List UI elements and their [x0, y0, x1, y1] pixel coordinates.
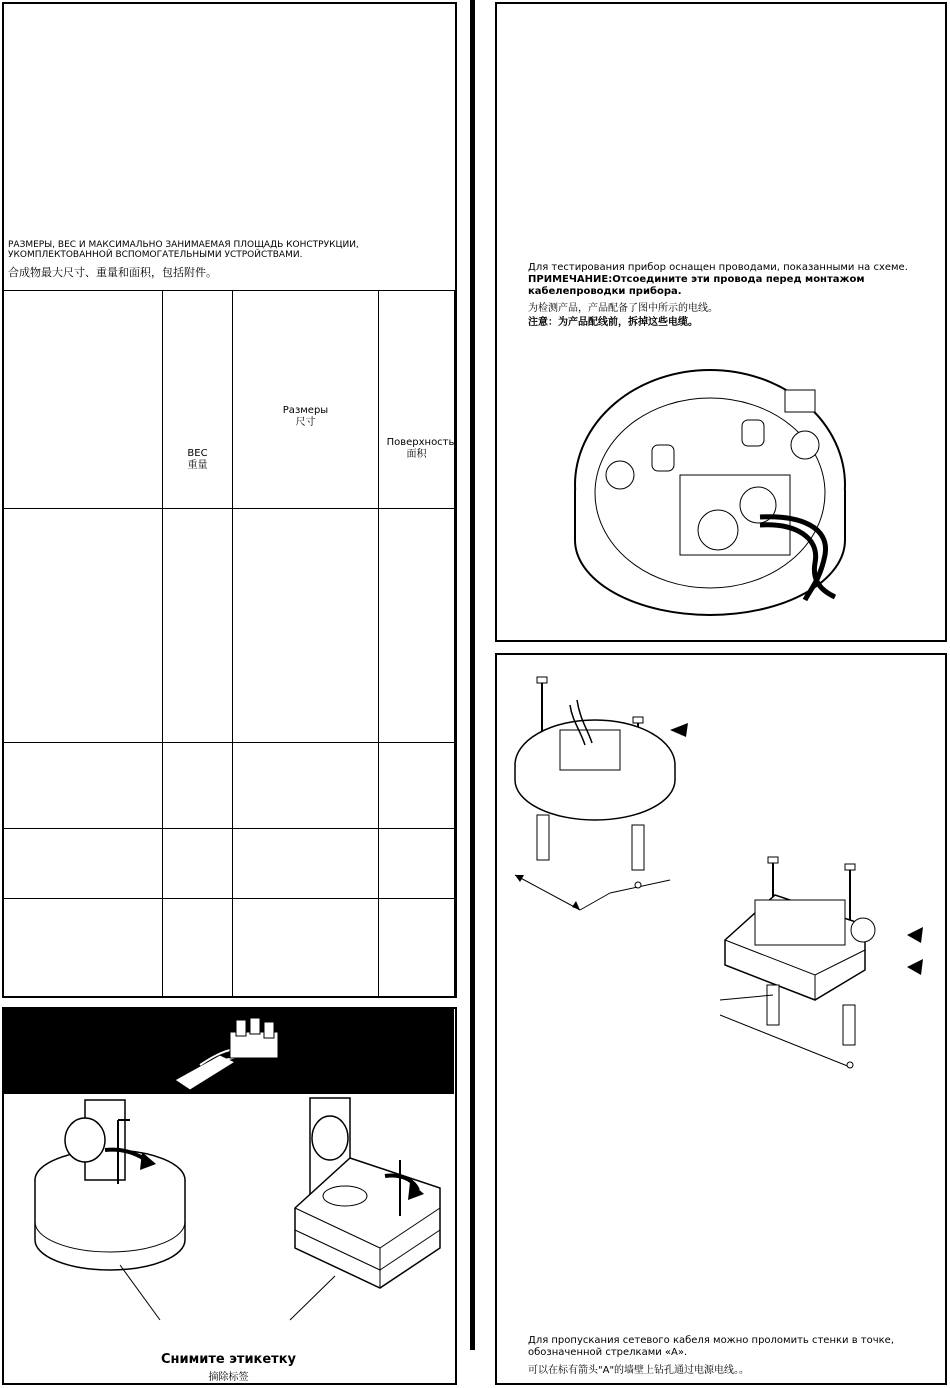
table-cell [233, 829, 379, 899]
table-cell [233, 743, 379, 829]
remove-label-caption-cn: 摘除标签 [208, 1372, 249, 1383]
test-wires-note-cn: 注意：为产品配线前，拆掉这些电缆。 [528, 317, 698, 328]
dims-header-ru: Размеры [282, 405, 329, 416]
surface-header-cn: 面积 [406, 449, 427, 460]
spec-heading-cn: 合成物最大尺寸、重量和面积，包括附件。 [8, 266, 217, 279]
table-cell [4, 829, 163, 899]
table-cell [4, 899, 163, 998]
table-cell [163, 509, 233, 743]
table-cell [163, 743, 233, 829]
test-wires-text-cn: 为检测产品，产品配备了图中所示的电线。 [528, 303, 718, 314]
table-cell [163, 829, 233, 899]
knockout-text-cn: 可以在标有箭头"A"的墙壁上钻孔通过电源电线。。 [528, 1365, 750, 1376]
dims-header [233, 291, 379, 509]
column-divider [470, 0, 475, 1350]
surface-header-ru: Поверхность [386, 437, 455, 448]
weight-header-cn: 重量 [187, 460, 208, 471]
terminal-block-illustration [160, 1010, 290, 1094]
table-cell [4, 291, 163, 509]
table-cell [379, 829, 455, 899]
dims-header-cn: 尺寸 [295, 417, 316, 428]
table-cell [163, 899, 233, 998]
table-cell [233, 899, 379, 998]
weight-header-ru: ВЕС [187, 448, 208, 459]
test-wires-note-ru: ПРИМЕЧАНИЕ:Отсоедините эти провода перед монтажом кабелепроводки прибора. [528, 274, 865, 297]
square-base-mounting-illustration [715, 855, 915, 1070]
spec-heading-ru: РАЗМЕРЫ, ВЕС И МАКСИМАЛЬНО ЗАНИМАЕМАЯ ПЛОЩАДЬ КОНСТРУКЦИИ, УКОМПЛЕКТОВАННОЙ ВСПОМОГАТЕЛЬНЫМИ УСТРОЙСТВАМИ. [8, 240, 359, 260]
table-row [4, 899, 455, 998]
table-cell [4, 509, 163, 743]
fixture-round-base-illustration [30, 1100, 180, 1320]
remove-label-caption-ru: Снимите этикетку [160, 1352, 297, 1367]
fixture-square-base-illustration [290, 1098, 450, 1320]
table-row [4, 743, 455, 829]
spec-table [3, 290, 455, 998]
table-cell [379, 743, 455, 829]
weight-header [163, 291, 233, 509]
table-cell [233, 509, 379, 743]
round-base-with-wires-illustration [570, 365, 860, 635]
test-wires-text-ru: Для тестирования прибор оснащен проводами, показанными на схеме. [528, 262, 908, 273]
table-row [4, 829, 455, 899]
table-cell [4, 743, 163, 829]
table-header-row [4, 291, 455, 509]
surface-header [379, 291, 455, 509]
table-row [4, 509, 455, 743]
round-base-mounting-illustration [510, 675, 710, 920]
knockout-text-ru: Для пропускания сетевого кабеля можно проломить стенки в точке, обозначенной стрелками «А». [528, 1335, 895, 1358]
table-cell [379, 899, 455, 998]
table-cell [379, 509, 455, 743]
